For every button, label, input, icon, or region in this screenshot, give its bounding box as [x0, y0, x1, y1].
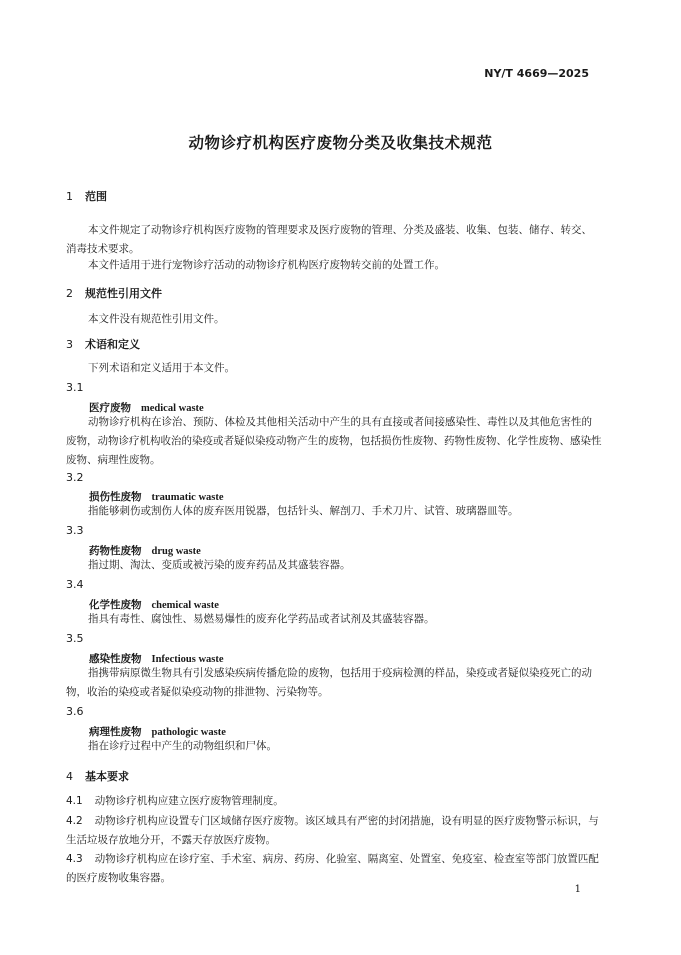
term-chinese: 病理性废物	[89, 726, 142, 738]
term-english: drug waste	[151, 546, 201, 557]
term-english: chemical waste	[151, 600, 219, 611]
term-chinese: 药物性废物	[89, 545, 142, 557]
term-chinese: 化学性废物	[89, 599, 142, 611]
standard-code: NY/T 4669—2025	[484, 67, 589, 80]
section-4-heading	[66, 768, 129, 784]
page-number: 1	[574, 884, 581, 895]
term-number: 3.3	[66, 524, 84, 537]
section-number: 1	[66, 190, 73, 203]
section-2-heading	[66, 285, 162, 301]
term-english: Infectious waste	[151, 654, 224, 665]
term-chinese: 医疗废物	[89, 402, 131, 414]
clause	[66, 850, 602, 888]
term-definition: 动物诊疗机构在诊治、预防、体检及其他相关活动中产生的具有直接或者间接感染性、毒性以及其他危害性的废物，动物诊疗机构收治的染疫或者疑似染疫动物产生的废物，包括损伤性废物、药物性废物、化学性废物、感染性废物、病理性废物。	[66, 416, 602, 466]
section-title: 规范性引用文件	[85, 287, 162, 300]
section-number: 4	[66, 770, 73, 783]
paragraph: 本文件适用于进行宠物诊疗活动的动物诊疗机构医疗废物转交前的处置工作。	[88, 259, 445, 271]
section-number: 3	[66, 338, 73, 351]
term-english: traumatic waste	[151, 492, 224, 503]
document-title: 动物诊疗机构医疗废物分类及收集技术规范	[188, 134, 493, 152]
term-number: 3.2	[66, 471, 84, 484]
term-definition: 指在诊疗过程中产生的动物组织和尸体。	[88, 740, 277, 752]
term-number: 3.4	[66, 578, 84, 591]
term-definition: 指携带病原微生物具有引发感染疾病传播危险的废物，包括用于疫病检测的样品，染疫或者疑似染疫死亡的动物，收治的染疫或者疑似染疫动物的排泄物、污染物等。	[66, 667, 592, 698]
section-title: 范围	[85, 190, 107, 203]
term-number: 3.6	[66, 705, 84, 718]
clause-number: 4.1	[66, 795, 83, 807]
term-definition: 指能够刺伤或割伤人体的废弃医用锐器，包括针头、解剖刀、手术刀片、试管、玻璃器皿等。	[88, 505, 519, 517]
paragraph: 本文件规定了动物诊疗机构医疗废物的管理要求及医疗废物的管理、分类及盛装、收集、包装、储存、转交、消毒技术要求。	[66, 224, 592, 255]
clause-number: 4.2	[66, 815, 83, 827]
section-1-heading	[66, 188, 107, 204]
clause-text: 动物诊疗机构应设置专门区域储存医疗废物。该区域具有严密的封闭措施，设有明显的医疗废物警示标识，与生活垃圾存放地分开，不露天存放医疗废物。	[66, 815, 599, 846]
clause-number: 4.3	[66, 853, 83, 865]
term-number: 3.5	[66, 632, 84, 645]
term-chinese: 感染性废物	[89, 653, 142, 665]
section-number: 2	[66, 287, 73, 300]
term-english: medical waste	[141, 403, 204, 414]
paragraph: 本文件没有规范性引用文件。	[88, 313, 225, 325]
section-title: 术语和定义	[85, 338, 140, 351]
section-3-heading	[66, 336, 140, 352]
clause	[66, 792, 602, 811]
term-definition: 指具有毒性、腐蚀性、易燃易爆性的废弃化学药品或者试剂及其盛装容器。	[88, 613, 435, 625]
term-chinese: 损伤性废物	[89, 491, 142, 503]
clause	[66, 812, 602, 850]
clause-text: 动物诊疗机构应在诊疗室、手术室、病房、药房、化验室、隔离室、处置室、免疫室、检查室等部门放置匹配的医疗废物收集容器。	[66, 853, 599, 884]
section-title: 基本要求	[85, 770, 129, 783]
clause-text: 动物诊疗机构应建立医疗废物管理制度。	[94, 795, 284, 807]
paragraph: 下列术语和定义适用于本文件。	[88, 362, 235, 374]
term-number: 3.1	[66, 381, 84, 394]
term-definition: 指过期、淘汰、变质或被污染的废弃药品及其盛装容器。	[88, 559, 351, 571]
term-english: pathologic waste	[151, 727, 226, 738]
